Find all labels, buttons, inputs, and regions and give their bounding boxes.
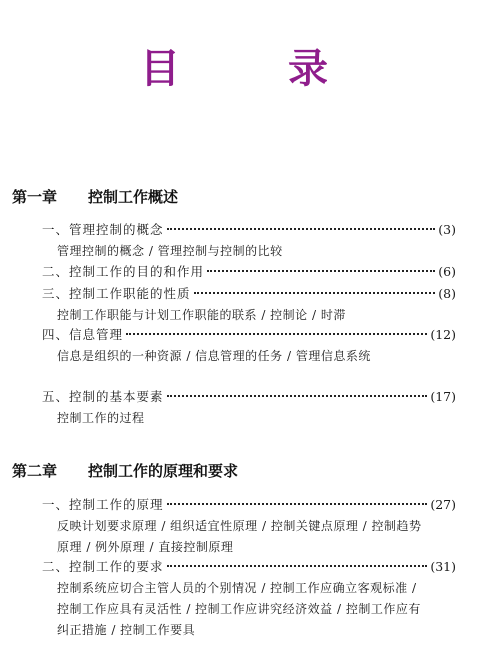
chapter-title: 控制工作的原理和要求: [88, 462, 239, 480]
entry-label: 一、管理控制的概念: [42, 222, 164, 237]
entry-label: 三、控制工作职能的性质: [42, 286, 191, 301]
leader-dots: [167, 385, 428, 397]
entry-label: 四、信息管理: [42, 327, 124, 342]
entry-page: (12): [430, 327, 456, 342]
toc-entry[interactable]: [42, 285, 456, 303]
contents-title: [0, 44, 478, 94]
entry-label: 五、控制的基本要素: [42, 389, 164, 404]
leader-dots: [167, 555, 428, 567]
chapter-1-heading: [12, 187, 178, 207]
entry-subtopics: 控制工作的过程: [57, 411, 145, 425]
entry-label: 二、控制工作的目的和作用: [42, 264, 205, 279]
entry-page: (8): [438, 286, 456, 301]
chapter-title: 控制工作概述: [88, 188, 179, 206]
entry-subtopics: 控制系统应切合主管人员的个别情况 / 控制工作应确立客观标准 / 控制工作应具有灵活性 / 控制工作应讲究经济效益 / 控制工作应有纠正措施 / 控制工作要具: [57, 581, 421, 637]
chapter-number: 第一章: [12, 188, 58, 206]
entry-page: (27): [430, 497, 456, 512]
toc-entry[interactable]: [42, 388, 456, 406]
entry-subtopics: 反映计划要求原理 / 组织适宜性原理 / 控制关键点原理 / 控制趋势原理 / 例外原理 / 直接控制原理: [57, 519, 422, 554]
entry-subtopics: 管理控制的概念 / 管理控制与控制的比较: [57, 244, 283, 258]
toc-entry[interactable]: [42, 496, 456, 514]
entry-label: 二、控制工作的要求: [42, 559, 164, 574]
toc-entry[interactable]: [42, 558, 456, 576]
leader-dots: [126, 323, 427, 335]
toc-entry[interactable]: [42, 263, 456, 281]
entry-page: (6): [438, 264, 456, 279]
entry-subtopics: 控制工作职能与计划工作职能的联系 / 控制论 / 时滞: [57, 308, 346, 322]
entry-subtopics: 信息是组织的一种资源 / 信息管理的任务 / 管理信息系统: [57, 349, 371, 363]
title-char-2: 录: [288, 46, 328, 92]
leader-dots: [194, 282, 436, 294]
chapter-2-heading: [12, 461, 238, 481]
chapter-number: 第二章: [12, 462, 58, 480]
entry-page: (31): [430, 559, 456, 574]
leader-dots: [167, 493, 428, 505]
entry-page: (3): [438, 222, 456, 237]
toc-entry[interactable]: [42, 326, 456, 344]
leader-dots: [207, 260, 435, 272]
title-char-1: 目: [140, 46, 180, 92]
entry-label: 一、控制工作的原理: [42, 497, 164, 512]
toc-entry[interactable]: [42, 221, 456, 239]
entry-page: (17): [430, 389, 456, 404]
leader-dots: [167, 218, 436, 230]
